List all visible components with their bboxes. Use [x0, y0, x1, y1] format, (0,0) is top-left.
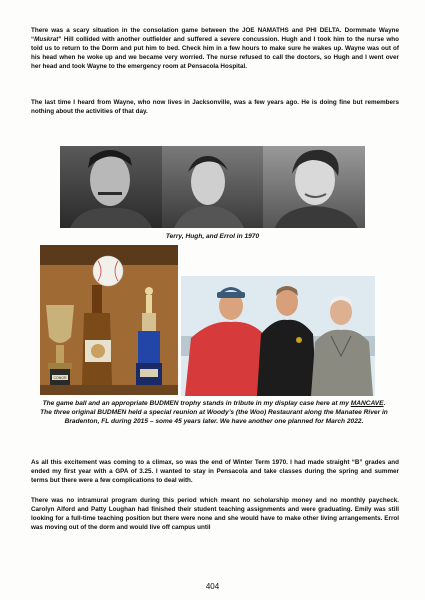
paragraph-concussion — [31, 26, 399, 71]
paragraph-complications: There was no intramural program during this period which meant no scholarship money and no monthly paycheck. Carolyn Alford and Patty Loughan had finished their student teaching assignments and were graduating. Emily was still looking for a full-time teaching position but there were none and she would have to make other living arrangements. Errol was moving out of the dorm and would live off campus until — [31, 497, 399, 532]
page-number: 404 — [205, 582, 220, 591]
nickname: Muskrat — [34, 36, 59, 44]
paragraph-text: There was a scary situation in the consolation game between the JOE NAMATHS and PHI DELTA. Dormmate Wayne “ — [31, 27, 399, 44]
photo-caption-budmen — [40, 399, 388, 426]
photo-terry-hugh-errol — [60, 146, 365, 228]
paragraph-text: ” Hill collided with another outfielder and suffered a severe concussion. Hugh and I took him to the nurse who told us to return to the Dorm and put him to bed. Check him in a few hours to make sure he wakes up. Wayne was out of his head when he woke up and we became very worried. The nurse refused to call the doctors, so Hugh and I went over her head and took Wayne to the emergency room at Pensacola Hospital. — [31, 36, 399, 71]
caption-text: The game ball and an appropriate BUDMEN trophy stands in tribute in my display case here at my — [42, 400, 351, 407]
mancave-text: MANCAVE — [350, 400, 384, 407]
paragraph-wayne-today: The last time I heard from Wayne, who now lives in Jacksonville, was a few years ago. He is doing fine but remembers nothing about the activities of that day. — [31, 99, 399, 116]
trophy-plate-text: CONGR — [53, 376, 67, 380]
photo-budmen-reunion — [181, 276, 375, 396]
photo-caption-1970: Terry, Hugh, and Errol in 1970 — [165, 233, 260, 240]
caption-text: . The three original BUDMEN held a special reunion at Woody’s (the Woo) Restaurant along the Manatee River in Bradenton, FL during 2015 – some 45 years later. We have another one planned for March 2022. — [40, 400, 388, 425]
photo-trophy-case — [40, 245, 178, 395]
paragraph-winter-term: As all this excitement was coming to a climax, so was the end of Winter Term 1970. I had made straight “B” grades and ended my first year with a GPA of 3.25. I wanted to stay in Pensacola and take classes during the spring and summer terms but there were a few complications to deal with. — [31, 459, 399, 485]
